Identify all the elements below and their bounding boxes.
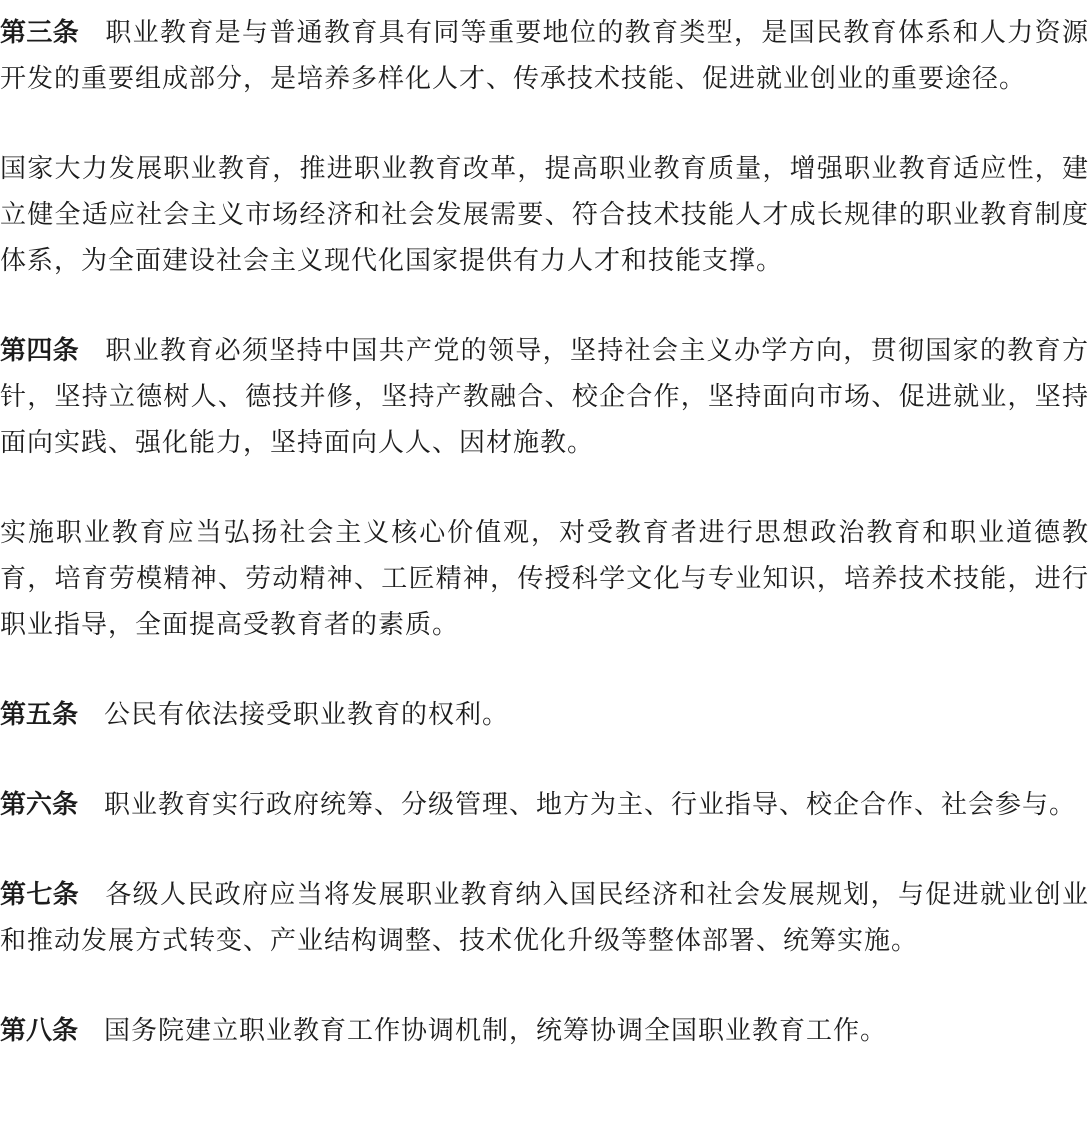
paragraph-article-4 [0, 328, 1089, 466]
paragraph-article-3-continued [0, 146, 1089, 284]
paragraph-article-8 [0, 1008, 1089, 1054]
paragraph-text: 国务院建立职业教育工作协调机制，统筹协调全国职业教育工作。 [104, 1016, 888, 1046]
paragraph-article-5 [0, 692, 1089, 738]
paragraph-text: 各级人民政府应当将发展职业教育纳入国民经济和社会发展规划，与促进就业创业和推动发展方式转变、产业结构调整、技术优化升级等整体部署、统筹实施。 [0, 880, 1089, 956]
article-number: 第三条 [0, 18, 79, 48]
paragraph-text: 职业教育是与普通教育具有同等重要地位的教育类型，是国民教育体系和人力资源开发的重要组成部分，是培养多样化人才、传承技术技能、促进就业创业的重要途径。 [0, 18, 1089, 94]
paragraph-text: 职业教育实行政府统筹、分级管理、地方为主、行业指导、校企合作、社会参与。 [104, 790, 1077, 820]
paragraph-article-3 [0, 10, 1089, 102]
paragraph-text: 国家大力发展职业教育，推进职业教育改革，提高职业教育质量，增强职业教育适应性，建立健全适应社会主义市场经济和社会发展需要、符合技术技能人才成长规律的职业教育制度体系，为全面建设社会主义现代化国家提供有力人才和技能支撑。 [0, 154, 1089, 276]
article-number: 第七条 [0, 880, 79, 910]
article-number: 第四条 [0, 336, 79, 366]
paragraph-text: 职业教育必须坚持中国共产党的领导，坚持社会主义办学方向，贯彻国家的教育方针，坚持立德树人、德技并修，坚持产教融合、校企合作，坚持面向市场、促进就业，坚持面向实践、强化能力，坚持面向人人、因材施教。 [0, 336, 1089, 458]
article-number: 第六条 [0, 790, 79, 820]
document-body [0, 10, 1089, 1098]
paragraph-article-6 [0, 782, 1089, 828]
article-number: 第八条 [0, 1016, 79, 1046]
paragraph-text: 实施职业教育应当弘扬社会主义核心价值观，对受教育者进行思想政治教育和职业道德教育，培育劳模精神、劳动精神、工匠精神，传授科学文化与专业知识，培养技术技能，进行职业指导，全面提高受教育者的素质。 [0, 518, 1089, 640]
paragraph-article-7 [0, 872, 1089, 964]
article-number: 第五条 [0, 700, 79, 730]
paragraph-article-4-continued [0, 510, 1089, 648]
paragraph-text: 公民有依法接受职业教育的权利。 [104, 700, 510, 730]
